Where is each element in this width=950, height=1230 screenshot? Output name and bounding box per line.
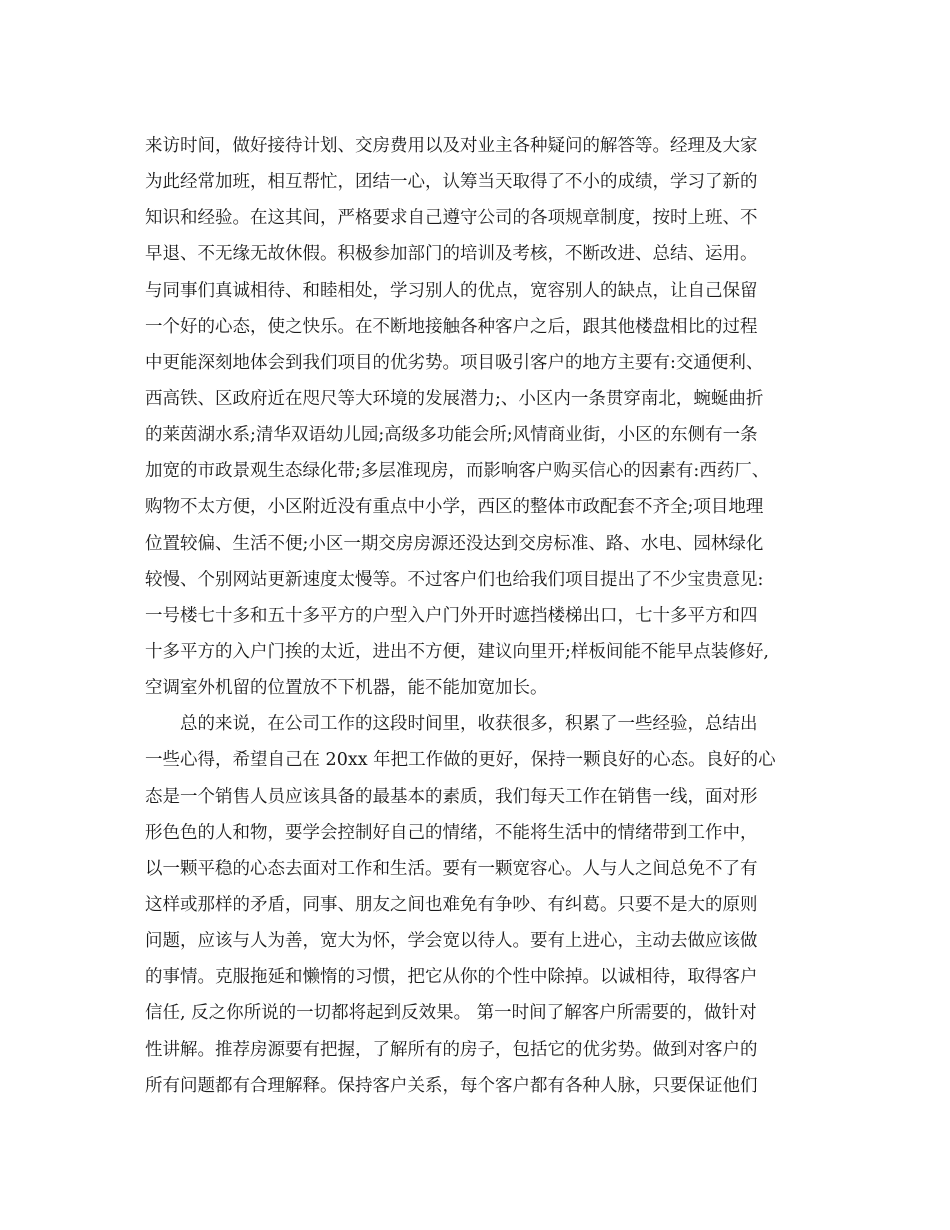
text-line: 性讲解。推荐房源要有把握，了解所有的房子，包括它的优劣势。做到对客户的	[145, 1039, 758, 1060]
text-line: 中更能深刻地体会到我们项目的优劣势。项目吸引客户的地方主要有:交通便利、	[145, 352, 764, 373]
text-line: 所有问题都有合理解释。保持客户关系，每个客户都有各种人脉，只要保证他们	[145, 1075, 758, 1096]
text-line: 总的来说，在公司工作的这段时间里，收获很多，积累了一些经验，总结出	[145, 714, 758, 735]
text-line: 的事情。克服拖延和懒惰的习惯，把它从你的个性中除掉。以诚相待，取得客户	[145, 967, 758, 988]
text-line: 来访时间，做好接待计划、交房费用以及对业主各种疑问的解答等。经理及大家	[145, 136, 758, 156]
text-line: 西高铁、区政府近在咫尺等大环境的发展潜力;、小区内一条贯穿南北，蜿蜒曲折	[145, 388, 764, 409]
text-line: 这样或那样的矛盾，同事、朋友之间也难免有争吵、有纠葛。只要不是大的原则	[145, 894, 758, 915]
text-line: 空调室外机留的位置放不下机器，能不能加宽加长。	[145, 678, 548, 699]
text-line: 一号楼七十多和五十多平方的户型入户门外开时遮挡楼梯出口，七十多平方和四	[145, 605, 758, 626]
text-line: 十多平方的入户门挨的太近，进出不方便，建议向里开;样板间能不能早点装修好,	[145, 641, 769, 662]
text-line: 态是一个销售人员应该具备的最基本的素质，我们每天工作在销售一线，面对形	[145, 786, 758, 807]
text-line: 一个好的心态，使之快乐。在不断地接触各种客户之后，跟其他楼盘相比的过程	[145, 316, 758, 337]
text-line: 加宽的市政景观生态绿化带;多层准现房，而影响客户购买信心的因素有:西药厂、	[145, 461, 770, 482]
text-line: 问题，应该与人为善，宽大为怀，学会宽以待人。要有上进心，主动去做应该做	[145, 931, 758, 952]
text-line: 较慢、个别网站更新速度太慢等。不过客户们也给我们项目提出了不少宝贵意见:	[145, 569, 764, 590]
text-line: 信任, 反之你所说的一切都将起到反效果。 第一时间了解客户所需要的，做针对	[145, 1003, 757, 1024]
text-line: 早退、不无缘无故休假。积极参加部门的培训及考核，不断改进、总结、运用。	[145, 244, 758, 265]
text-line: 与同事们真诚相待、和睦相处，学习别人的优点，宽容别人的缺点，让自己保留	[145, 280, 758, 301]
text-line: 的莱茵湖水系;清华双语幼儿园;高级多功能会所;风情商业街，小区的东侧有一条	[145, 425, 758, 446]
text-line: 知识和经验。在这其间，严格要求自己遵守公司的各项规章制度，按时上班、不	[145, 208, 758, 229]
text-line: 位置较偏、生活不便;小区一期交房房源还没达到交房标准、路、水电、园林绿化	[145, 533, 764, 554]
text-line: 以一颗平稳的心态去面对工作和生活。要有一颗宽容心。人与人之间总免不了有	[145, 858, 758, 879]
body-text	[145, 128, 825, 1104]
text-line: 为此经常加班，相互帮忙，团结一心，认筹当天取得了不小的成绩，学习了新的	[145, 172, 758, 193]
text-line: 形色色的人和物，要学会控制好自己的情绪，不能将生活中的情绪带到工作中，	[145, 822, 758, 843]
text-line: 购物不太方便，小区附近没有重点中小学，西区的整体市政配套不齐全;项目地理	[145, 497, 764, 518]
text-line: 一些心得，希望自己在 20xx 年把工作做的更好，保持一颗良好的心态。良好的心	[145, 750, 776, 771]
